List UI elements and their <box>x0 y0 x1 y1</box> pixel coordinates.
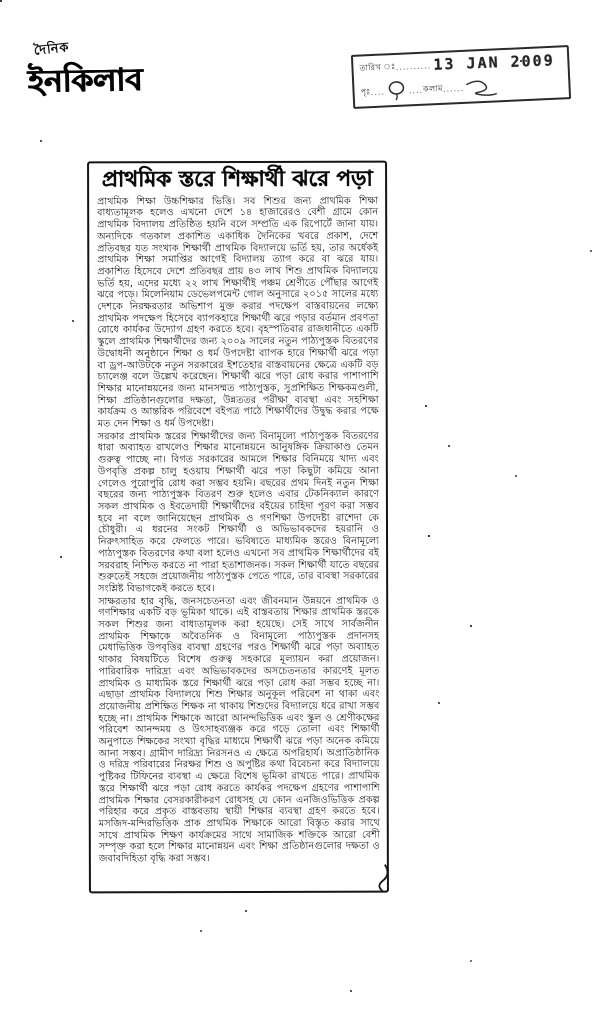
stamp-column-label: কলাম <box>422 83 444 94</box>
stamp-date-value: 13 JAN 2009 <box>432 51 555 74</box>
stamp-date-label: তারিখ ঃ <box>359 61 396 73</box>
stamp-column-dots: ...... <box>442 83 465 94</box>
article-clipping-box <box>87 161 389 894</box>
archive-date-stamp <box>351 45 571 109</box>
article-paragraph-2: সরকার প্রাথমিক স্তরের শিক্ষার্থীদের জন্য বিনামূল্যে পাঠ্যপুস্তক বিতরণের ধারা অব্যাহত রাখলেও শিক্ষার মানোন্নয়নে আনুষঙ্গিক ক্রিয়াকাণ্ড তেমন গুরুত্ব পাচ্ছে না। বিগত সরকারের আমলে শিক্ষার বিনিময়ে খাদ্য এবং উপবৃত্তি প্রকল্প চালু হওয়ায় শিক্ষার্থী ঝরে পড়া কিছুটা কমিয়ে আনা গেলেও পুরোপুরি রোধ করা সম্ভব হয়নি। বছরের প্রথম দিনই নতুন শিক্ষা বছরের জন্য পাঠ্যপুস্তক বিতরণ শুরু হলেও এবার টেকনিক্যাল কারণে সকল প্রাথমিক ও ইবতেদায়ী শিক্ষার্থীদের বইয়ের চাহিদা পূরণ করা সম্ভব হবে না বলে জানিয়েছেন প্রাথমিক ও গণশিক্ষা উপদেষ্টা রাশেদা কে চৌধুরী। এ ধরনের সংকট শিক্ষার্থী ও অভিভাবকদের হয়রানি ও নিরুৎসাহিত করে ফেলতে পারে। ভবিষ্যতে মাধ্যমিক স্তরেও বিনামূল্যে পাঠ্যপুস্তক বিতরণের কথা বলা হলেও এখনো সব প্রাথমিক শিক্ষার্থীদের বই সরবরাহ নিশ্চিত করতে না পারা হতাশাজনক। সকল শিক্ষার্থী যাতে বছরের শুরুতেই সহজে প্রয়োজনীয় পাঠ্যপুস্তক পেতে পারে, তার ব্যবস্থা সরকারের সংশ্লিষ্ট বিভাগকেই করতে হবে। <box>97 430 380 595</box>
handwritten-squiggle-icon <box>464 75 499 99</box>
article-body <box>89 194 387 870</box>
stamp-page-dots: .... <box>370 86 386 97</box>
stamp-mid-dots: .... <box>408 85 424 95</box>
scan-noise <box>0 0 2 2</box>
stamp-page-column-row <box>360 72 563 103</box>
newspaper-masthead <box>28 38 218 109</box>
masthead-title: ইনকিলাব <box>27 62 143 100</box>
article-headline: প্রাথমিক স্তরে শিক্ষার্থী ঝরে পড়া <box>101 166 373 193</box>
stamp-page-label: পৃঃ <box>360 86 371 97</box>
stamp-date-dots: .......... <box>395 60 432 72</box>
article-paragraph-1: প্রাথমিক শিক্ষা উচ্চশিক্ষার ভিত্তি। সব শিশুর জন্য প্রাথমিক শিক্ষা বাধ্যতামূলক হলেও এখনো দেশে ১৪ হাজারেরও বেশী গ্রামে কোন প্রাথমিক বিদ্যালয় প্রতিষ্ঠিত হয়নি বলে সম্প্রতি এক রিপোর্টে জানা যায়। অন্যদিকে গতকাল প্রকাশিত একাধিক দৈনিকের খবরে প্রকাশ, দেশে প্রতিবছর যত সংখ্যক শিক্ষার্থী প্রাথমিক বিদ্যালয়ে ভর্তি হয়, তার অর্ধেকই প্রাথমিক শিক্ষা সমাপ্তির আগেই বিদ্যালয় ত্যাগ করে বা ঝরে যায়। প্রকাশিত হিসেবে দেশে প্রতিবছর প্রায় ৪৩ লাখ শিশু প্রাথমিক বিদ্যালয়ে ভর্তি হয়, এদের মধ্যে ২২ লাখ শিক্ষার্থীই পঞ্চম শ্রেণীতে পৌঁছার আগেই ঝরে পড়ে। মিলেনিয়াম ডেভেলপমেন্ট গোল অনুসারে ২০১৫ সালের মধ্যে দেশকে নিরক্ষরতার অভিশাপ মুক্ত করার পদক্ষেপ বাস্তবায়নের লক্ষ্যে প্রাথমিক পদক্ষেপ হিসেবে ব্যাপকহারে শিক্ষার্থী ঝরে পড়ার বর্তমান প্রবণতা রোধে কার্যকর উদ্যোগ গ্রহণ করতে হবে। বৃহস্পতিবার রাজধানীতে একটি স্কুলে প্রাথমিক শিক্ষার্থীদের জন্য ২০০৯ সালের নতুন পাঠ্যপুস্তক বিতরণের উদ্বোধনী অনুষ্ঠানে শিক্ষা ও ধর্ম উপদেষ্টা ব্যাপক হারে শিক্ষার্থী ঝরে পড়া বা ড্রপ-আউটকে নতুন সরকারের ইশতেহার বাস্তবায়নের ক্ষেত্রে একটি বড় চ্যালেঞ্জ বলে উল্লেখ করেছেন। শিক্ষার্থী ঝরে পড়া রোধ করার পাশাপাশি শিক্ষার মানোন্নয়নের জন্য মানসম্মত পাঠ্যপুস্তক, সুপ্রশিক্ষিত শিক্ষকমণ্ডলী, শিক্ষা প্রতিষ্ঠানগুলোর দক্ষতা, উন্নততর পরীক্ষা ব্যবস্থা এবং সহশিক্ষা কার্যক্রম ও আন্তরিক পরিবেশে বইপত্র পাঠে শিক্ষার্থীদের উদ্বুদ্ধ করার পক্ষে মত দেন শিক্ষা ও ধর্ম উপদেষ্টা। <box>97 195 379 430</box>
corner-flourish-icon <box>365 863 389 894</box>
handwritten-circle-mark-icon <box>387 81 406 102</box>
masthead-pre-title: দৈনিক <box>33 40 71 59</box>
article-paragraph-3: সাক্ষরতার হার বৃদ্ধি, জনসচেতনতা এবং জীবনমান উন্নয়নে প্রাথমিক ও গণশিক্ষার একটি বড় ভূমিকা থাকে। এই বাস্তবতায় শিক্ষার প্রাথমিক স্তরকে সকল শিশুর জন্য বাধ্যতামূলক করা হয়েছে। সেই সাথে সার্বজনীন প্রাথমিক শিক্ষাকে অবৈতনিক ও বিনামূল্যে পাঠ্যপুস্তক প্রদানসহ মেধাভিত্তিক উপবৃত্তির ব্যবস্থা গ্রহণের পরও শিক্ষার্থী ঝরে পড়া অব্যাহত থাকার বিষয়টিতে বিশেষ গুরুত্ব সহকারে মূল্যায়ন করা প্রয়োজন। পারিবারিক দারিদ্র্য এবং অভিভাবকদের অসচেতনতার কারণেই মূলত প্রাথমিক ও মাধ্যমিক স্তরে শিক্ষার্থী ঝরে পড়া রোধ করা সম্ভব হচ্ছে না। এছাড়া প্রাথমিক বিদ্যালয়ে শিশু শিক্ষার অনুকূল পরিবেশ না থাকা এবং প্রয়োজনীয় প্রশিক্ষিত শিক্ষক না থাকায় শিশুদের বিদ্যালয়ে ধরে রাখা সম্ভব হচ্ছে না। প্রাথমিক শিক্ষাকে আরো আনন্দভিত্তিক এবং স্কুল ও শ্রেণীকক্ষের পরিবেশ আনন্দময় ও উৎসাহব্যঞ্জক করে গড়ে তোলা এবং শিক্ষার্থী অনুপাতে শিক্ষকের সংখ্যা বৃদ্ধির মাধ্যমে শিক্ষার্থী ঝরে পড়া অনেক কমিয়ে আনা সম্ভব। গ্রামীণ দারিদ্র্য নিরসনও এ ক্ষেত্রে অপরিহার্য। অপ্রাতিষ্ঠানিক ও দরিদ্র পরিবারের নিরক্ষর শিশু ও অপুষ্টির কথা বিবেচনা করে বিদ্যালয়ে পুষ্টিকর টিফিনের ব্যবস্থা এ ক্ষেত্রে বিশেষ ভূমিকা রাখতে পারে। প্রাথমিক স্তরে শিক্ষার্থী ঝরে পড়া রোধ করতে কার্যকর পদক্ষেপ গ্রহণের পাশাপাশি প্রাথমিক শিক্ষার বেসরকারীকরণ রোধসহ যে কোন এনজিওভিত্তিক প্রকল্প পরিহার করে প্রকৃত বাস্তবতায় স্থায়ী শিক্ষার ব্যবস্থা গ্রহণ করতে হবে। মসজিদ-মন্দিরভিত্তিক প্রাক প্রাথমিক শিক্ষাকে আরো বিস্তৃত করার সাথে সাথে প্রাথমিক শিক্ষণ কার্যক্রমের সাথে সামাজিক শক্তিকে আরো বেশী সম্পৃক্ত করা হলে শিক্ষার মানোন্নয়ন এবং শিক্ষা প্রতিষ্ঠানগুলোর দক্ষতা ও জবাবদিহিতা বৃদ্ধি করা সম্ভব। <box>98 595 380 865</box>
